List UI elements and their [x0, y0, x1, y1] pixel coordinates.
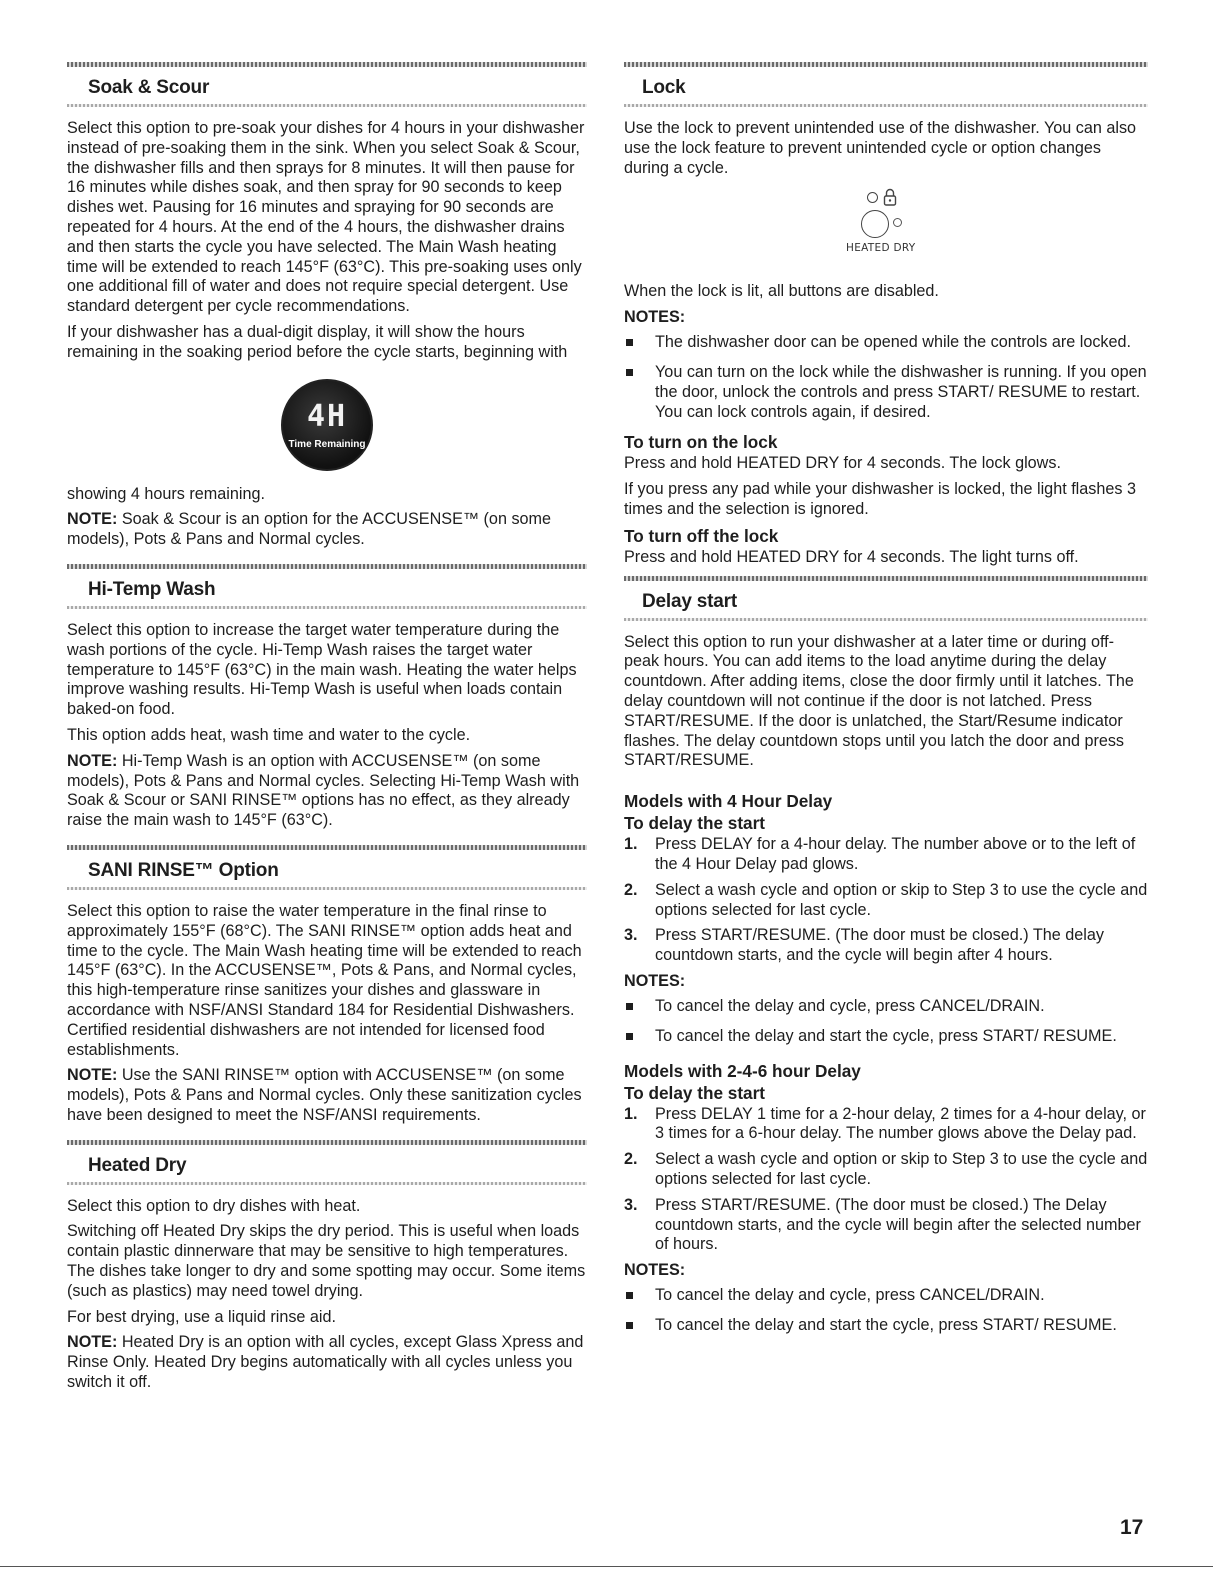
list-item-text: To cancel the delay and cycle, press CANCEL/DRAIN.	[655, 996, 1045, 1015]
section-rule	[67, 104, 587, 107]
right-column	[624, 62, 1148, 1346]
list-item-text: To cancel the delay and start the cycle, press START/ RESUME.	[655, 1026, 1117, 1045]
section-rule	[624, 618, 1148, 621]
note	[67, 1066, 587, 1125]
note-label: NOTE:	[67, 510, 118, 529]
section-rule	[67, 887, 587, 890]
subheading: To turn off the lock	[624, 525, 779, 546]
figure-caption: HEATED DRY	[846, 242, 916, 255]
list-item	[624, 997, 1148, 1017]
section-header-sani-rinse	[67, 845, 587, 890]
display-digits: 4H	[306, 398, 348, 434]
paragraph: When the lock is lit, all buttons are disabled.	[624, 282, 939, 301]
step-number: 3.	[624, 1195, 638, 1214]
m246-steps	[624, 1105, 1148, 1256]
list-item-text: Select a wash cycle and option or skip to Step 3 to use the cycle and options selected for last cycle.	[655, 1150, 1148, 1188]
list-item-text: You can turn on the lock while the dishwasher is running. If you open the door, unlock the controls and press START/ RESUME to restart. You can lock controls again, if desired.	[655, 362, 1147, 421]
bullet-square-icon	[626, 1003, 633, 1010]
m246-notes-list	[624, 1286, 1148, 1336]
bullet-square-icon	[626, 369, 633, 376]
subheading: Models with 2-4-6 hour Delay	[624, 1060, 861, 1081]
list-item	[624, 1286, 1148, 1306]
m4-notes-list	[624, 997, 1148, 1047]
hi-temp-body	[67, 609, 587, 831]
padlock-icon	[883, 188, 897, 206]
lock-figure	[624, 184, 1148, 278]
section-header-soak-scour	[67, 62, 587, 107]
note-text: Hi-Temp Wash is an option with ACCUSENSE™ (on some models), Pots & Pans and Normal cycles. Selecting Hi-Temp Wash with Soak & Scour or SANI RINSE™ options has no effect, as they already raise the main wash to 145°F (63°C).	[67, 751, 580, 830]
subheading: To turn on the lock	[624, 432, 778, 453]
list-item-text: Press DELAY 1 time for a 2-hour delay, 2 times for a 4-hour delay, or 3 times for a 6-hour delay. The number glows above the Delay pad.	[655, 1104, 1146, 1143]
list-item	[624, 1196, 1148, 1255]
section-rule	[67, 1182, 587, 1185]
section-title: Heated Dry	[88, 1154, 187, 1176]
list-item-text: The dishwasher door can be opened while the controls are locked.	[655, 333, 1132, 352]
paragraph: Select this option to run your dishwasher at a later time or during off-peak hours. You can add items to the load anytime during the delay countdown. After adding items, close the door firmly until it latches. The delay countdown will not continue if the door is not latched. Press START/RESUME. If the door is unlatched, the Start/Resume indicator flashes. The delay countdown stops until you latch the door and press START/RESUME.	[624, 632, 1134, 770]
paragraph: showing 4 hours remaining.	[67, 484, 265, 503]
list-item	[624, 333, 1148, 353]
note-text: Soak & Scour is an option for the ACCUSENSE™ (on some models), Pots & Pans and Normal cycles.	[67, 510, 552, 549]
page-number: 17	[1120, 1516, 1144, 1539]
list-item-text: Select a wash cycle and option or skip to Step 3 to use the cycle and options selected for last cycle.	[655, 880, 1148, 919]
notes-label: NOTES:	[624, 971, 686, 990]
section-title: Soak & Scour	[88, 77, 210, 98]
paragraph: If your dishwasher has a dual-digit display, it will show the hours remaining in the soaking period before the cycle starts, beginning with	[67, 322, 568, 361]
section-title: Hi-Temp Wash	[88, 578, 216, 600]
list-item-text: Press START/RESUME. (The door must be closed.) The delay countdown starts, and the cycle will begin after 4 hours.	[655, 926, 1104, 965]
paragraph: Select this option to raise the water temperature in the final rinse to approximately 155°F (68°C). The SANI RINSE™ option adds heat and time to the cycle. The Main Wash heating time will be extended to reach 145°F (63°C). In the ACCUSENSE™, Pots & Pans, and Normal cycles, this high-temperature rinse sanitizes your dishes and glassware in accordance with NSF/ANSI Standard 184 for Residential Dishwashers. Certified residential dishwashers are not intended for licensed food establishments.	[67, 901, 582, 1059]
paragraph: Press and hold HEATED DRY for 4 seconds. The lock glows.	[624, 454, 1061, 473]
page-bottom-rule	[0, 1566, 1213, 1567]
heated-dry-body	[67, 1185, 587, 1393]
note	[67, 752, 587, 831]
note	[67, 1333, 587, 1392]
delay-body	[624, 621, 1148, 1336]
note-label: NOTE:	[67, 1333, 118, 1352]
left-column	[67, 62, 587, 1399]
paragraph: Select this option to pre-soak your dishes for 4 hours in your dishwasher instead of pre-soaking them in the sink. When you select Soak & Scour, the dishwasher fills and then sprays for 8 minutes. It will then pause for 16 minutes while dishes soak, and then spray for 90 seconds to keep dishes wet. Pausing for 16 minutes and spraying for 90 seconds are repeated for 4 hours. At the end of the 4 hours, the dishwasher drains and then starts the cycle you have selected. The Main Wash heating time will be extended to reach 145°F (63°C). This pre-soaking uses only one additional fill of water and does not require special detergent. Use standard detergent per cycle recommendations.	[67, 119, 585, 316]
list-item	[624, 835, 1148, 875]
bullet-square-icon	[626, 339, 633, 346]
list-item-text: Press DELAY for a 4-hour delay. The number above or to the left of the 4 Hour Delay pad glows.	[655, 835, 1136, 873]
paragraph: For best drying, use a liquid rinse aid.	[67, 1307, 337, 1326]
step-number: 2.	[624, 1150, 638, 1169]
paragraph: This option adds heat, wash time and water to the cycle.	[67, 725, 471, 744]
list-item	[624, 1027, 1148, 1047]
paragraph: Switching off Heated Dry skips the dry period. This is useful when loads contain plastic dinnerware that may be sensitive to high temperatures. The dishes take longer to dry and some spotting may occur. Some items (such as plastics) may need towel drying.	[67, 1222, 586, 1300]
heated-dry-button-icon	[861, 210, 889, 238]
bullet-square-icon	[626, 1033, 633, 1040]
display-caption: Time Remaining	[288, 438, 366, 450]
section-header-heated-dry	[67, 1140, 587, 1185]
list-item-text: Press START/RESUME. (The door must be closed.) The Delay countdown starts, and the cycle will begin after the selected number of hours.	[655, 1195, 1141, 1254]
section-title: Delay start	[642, 590, 737, 612]
indicator-light-icon	[867, 192, 878, 203]
step-number: 1.	[624, 835, 638, 854]
section-rule	[67, 606, 587, 609]
subheading: To delay the start	[624, 1082, 766, 1103]
paragraph: Use the lock to prevent unintended use of the dishwasher. You can also use the lock feature to prevent unintended cycle or option changes during a cycle.	[624, 119, 1137, 177]
lock-notes-list	[624, 333, 1148, 422]
notes-label: NOTES:	[624, 1261, 686, 1280]
lock-body	[624, 107, 1148, 568]
paragraph: Press and hold HEATED DRY for 4 seconds. The light turns off.	[624, 547, 1079, 566]
paragraph: Select this option to dry dishes with heat.	[67, 1196, 361, 1215]
list-item-text: To cancel the delay and start the cycle, press START/ RESUME.	[655, 1315, 1117, 1334]
section-header-lock	[624, 62, 1148, 107]
notes-label: NOTES:	[624, 308, 686, 327]
section-rule	[624, 104, 1148, 107]
note-label: NOTE:	[67, 1066, 118, 1085]
note-label: NOTE:	[67, 751, 118, 770]
step-number: 2.	[624, 880, 638, 899]
display-icon	[281, 379, 373, 471]
m4-steps	[624, 835, 1148, 966]
section-header-hi-temp-wash	[67, 564, 587, 609]
list-item	[624, 1150, 1148, 1190]
note-text: Use the SANI RINSE™ option with ACCUSENSE™ (on some models), Pots & Pans and Normal cycles. Only these sanitization cycles have been designed to meet the NSF/ANSI requirements.	[67, 1066, 582, 1124]
section-header-delay-start	[624, 576, 1148, 621]
step-number: 3.	[624, 926, 638, 945]
dual-digit-display-figure	[67, 379, 587, 471]
list-item-text: To cancel the delay and cycle, press CANCEL/DRAIN.	[655, 1286, 1045, 1305]
list-item	[624, 881, 1148, 921]
subheading: Models with 4 Hour Delay	[624, 791, 833, 812]
note	[67, 510, 587, 550]
list-item	[624, 1316, 1148, 1336]
sani-rinse-body	[67, 890, 587, 1126]
indicator-light-icon	[893, 218, 902, 227]
section-title: SANI RINSE™ Option	[88, 859, 279, 881]
paragraph: If you press any pad while your dishwasher is locked, the light flashes 3 times and the selection is ignored.	[624, 480, 1136, 518]
paragraph: Select this option to increase the target water temperature during the wash portions of the cycle. Hi-Temp Wash raises the target water temperature to 145°F (63°C) in the main wash. Heating the water helps improve washing results. Hi-Temp Wash is useful when loads contain baked-on food.	[67, 620, 577, 719]
soak-scour-body	[67, 107, 587, 550]
note-text: Heated Dry is an option with all cycles, except Glass Xpress and Rinse Only. Heated Dry begins automatically with all cycles unless you switch it off.	[67, 1333, 584, 1392]
list-item	[624, 926, 1148, 966]
bullet-square-icon	[626, 1322, 633, 1329]
section-title: Lock	[642, 77, 686, 98]
list-item	[624, 1105, 1148, 1145]
subheading: To delay the start	[624, 813, 766, 834]
step-number: 1.	[624, 1104, 638, 1123]
bullet-square-icon	[626, 1292, 633, 1299]
list-item	[624, 363, 1148, 422]
